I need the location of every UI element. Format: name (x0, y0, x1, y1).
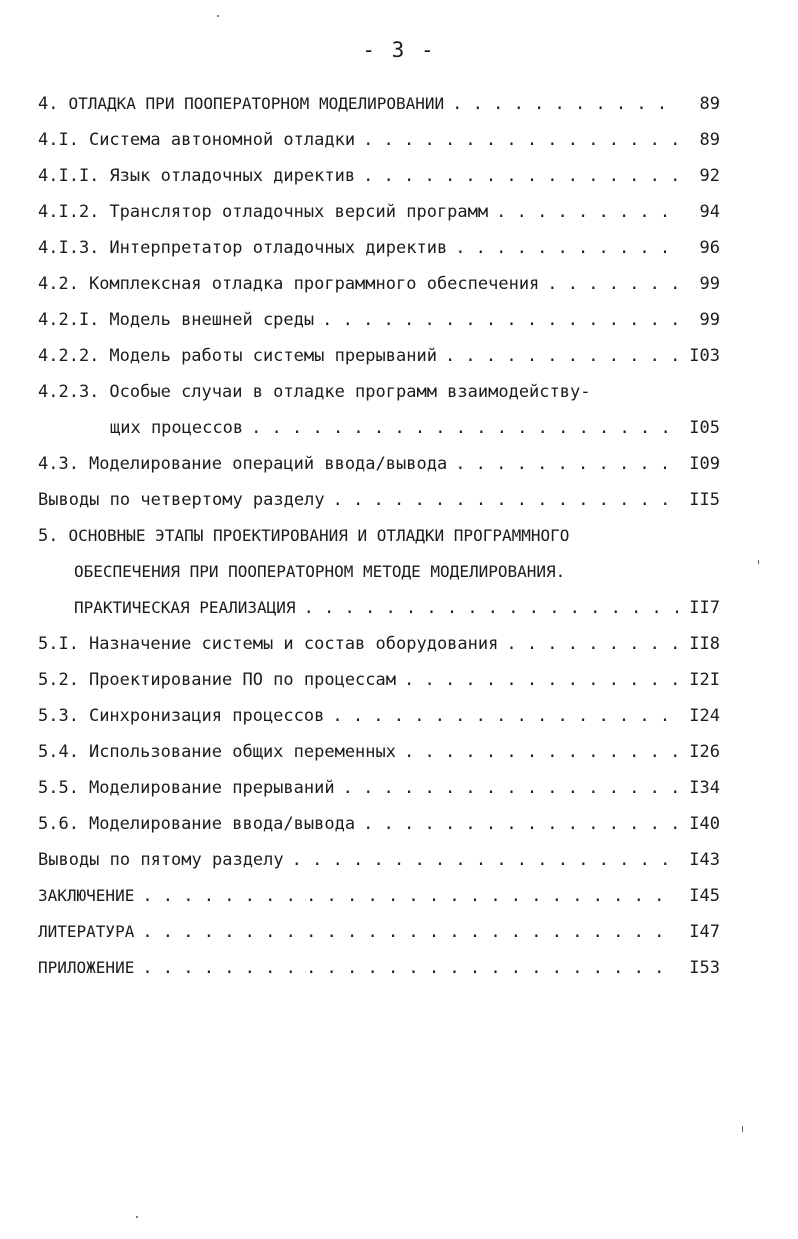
toc-entry (38, 230, 720, 266)
toc-entry-page: 92 (699, 166, 720, 186)
toc-entry-page: I45 (689, 886, 720, 906)
toc-entry-title: Проектирование ПО по процессам (88, 670, 396, 690)
toc-entry-page: II8 (689, 634, 720, 654)
toc-entry (38, 590, 720, 626)
toc-entry-page: I47 (689, 922, 720, 942)
toc-entry (38, 446, 720, 482)
dot-leader (404, 662, 678, 698)
dot-leader (332, 698, 678, 734)
toc-entry-title: Транслятор отладочных версий программ (109, 202, 489, 222)
toc-entry-page: 94 (699, 202, 720, 222)
toc-entry (38, 158, 720, 194)
toc-entry-page: 89 (699, 130, 720, 150)
toc-entry (38, 374, 720, 410)
toc-entry-title: Модель внешней среды (109, 310, 315, 330)
toc-entry-number: 5.I. (38, 634, 79, 654)
toc-entry (38, 806, 720, 842)
page-number: - 3 - (362, 38, 436, 62)
toc-entry-title: ЗАКЛЮЧЕНИЕ (38, 886, 135, 905)
toc-entry (38, 338, 720, 374)
toc-entry-title: ПРАКТИЧЕСКАЯ РЕАЛИЗАЦИЯ (74, 598, 296, 617)
toc-entry-page: I03 (689, 346, 720, 366)
toc-entry-page: II5 (689, 490, 720, 510)
toc-entry-number: 4. (38, 94, 59, 114)
dot-leader (363, 158, 678, 194)
toc-entry-number: 5.4. (38, 742, 79, 762)
toc-entry (38, 950, 720, 986)
toc-entry (38, 302, 720, 338)
toc-entry-title: Выводы по пятому разделу (38, 850, 284, 870)
toc-entry-title: ОБЕСПЕЧЕНИЯ ПРИ ПООПЕРАТОРНОМ МЕТОДЕ МОДЕЛИРОВАНИЯ. (74, 562, 566, 581)
toc-entry-title: Модель работы системы прерываний (109, 346, 437, 366)
toc-entry-title: Интерпретатор отладочных директив (109, 238, 448, 258)
scan-speck (742, 1126, 743, 1132)
toc-entry-title: Моделирование ввода/вывода (88, 814, 356, 834)
toc-entry-number: 4.I.I. (38, 166, 100, 186)
toc-entry-number: 4.3. (38, 454, 79, 474)
toc-entry-number: 4.I.2. (38, 202, 100, 222)
dot-leader (363, 806, 678, 842)
toc-entry (38, 86, 720, 122)
toc-entry-number: 4.2. (38, 274, 79, 294)
toc-entry-title: Моделирование операций ввода/вывода (88, 454, 448, 474)
toc-entry (38, 266, 720, 302)
toc-entry-title: ПРИЛОЖЕНИЕ (38, 958, 135, 977)
toc-entry (38, 878, 720, 914)
toc-entry-page: I53 (689, 958, 720, 978)
toc-entry-title: Моделирование прерываний (88, 778, 335, 798)
toc-entry (38, 626, 720, 662)
toc-entry-page: I40 (689, 814, 720, 834)
toc-entry-title: Язык отладочных директив (109, 166, 356, 186)
toc-entry (38, 698, 720, 734)
toc-entry-title: Назначение системы и состав оборудования (88, 634, 499, 654)
toc-entry-number: 5.3. (38, 706, 79, 726)
scan-speck (136, 1216, 138, 1218)
toc-entry-title: Использование общих переменных (88, 742, 396, 762)
toc-entry-page: I26 (689, 742, 720, 762)
dot-leader (142, 914, 678, 950)
toc-entry-page: 99 (699, 274, 720, 294)
toc-entry-page: I43 (689, 850, 720, 870)
toc-entry-page: 89 (699, 94, 720, 114)
toc-entry-title: ЛИТЕРАТУРА (38, 922, 135, 941)
table-of-contents (38, 86, 720, 986)
toc-entry-page: I05 (689, 418, 720, 438)
toc-entry-page: I2I (689, 670, 720, 690)
toc-entry-page: 96 (699, 238, 720, 258)
toc-entry-number: 4.2.3. (38, 382, 100, 402)
toc-entry-number: 5.2. (38, 670, 79, 690)
toc-entry-number: 5.6. (38, 814, 79, 834)
toc-entry (38, 518, 720, 554)
toc-entry (38, 482, 720, 518)
dot-leader (142, 950, 678, 986)
toc-entry (38, 770, 720, 806)
toc-entry (38, 842, 720, 878)
toc-entry-number: 4.I.3. (38, 238, 100, 258)
dot-leader (142, 878, 678, 914)
dot-leader (322, 302, 678, 338)
toc-entry (38, 410, 720, 446)
dot-leader (455, 230, 678, 266)
dot-leader (455, 446, 678, 482)
dot-leader (363, 122, 678, 158)
toc-entry-title: Синхронизация процессов (88, 706, 325, 726)
toc-entry-number: 4.2.2. (38, 346, 100, 366)
toc-entry-title: ОСНОВНЫЕ ЭТАПЫ ПРОЕКТИРОВАНИЯ И ОТЛАДКИ ПРОГРАММНОГО (68, 526, 570, 545)
toc-entry-number: 5.5. (38, 778, 79, 798)
dot-leader (445, 338, 678, 374)
dot-leader (404, 734, 678, 770)
toc-entry-number: 5. (38, 526, 59, 546)
toc-entry (38, 554, 720, 590)
scan-speck (217, 15, 219, 17)
dot-leader (304, 590, 678, 626)
toc-entry-page: I09 (689, 454, 720, 474)
toc-entry-title: ОТЛАДКА ПРИ ПООПЕРАТОРНОМ МОДЕЛИРОВАНИИ (68, 94, 445, 113)
toc-entry-number: 4.2.I. (38, 310, 100, 330)
dot-leader (251, 410, 678, 446)
toc-entry (38, 734, 720, 770)
toc-entry-title: Система автономной отладки (88, 130, 356, 150)
toc-entry (38, 122, 720, 158)
dot-leader (506, 626, 678, 662)
toc-entry-title: Особые случаи в отладке программ взаимодейству- (109, 382, 591, 402)
toc-entry-page: I34 (689, 778, 720, 798)
toc-entry (38, 662, 720, 698)
dot-leader (547, 266, 678, 302)
toc-entry-page: II7 (689, 598, 720, 618)
dot-leader (292, 842, 678, 878)
dot-leader (496, 194, 678, 230)
dot-leader (343, 770, 678, 806)
toc-entry (38, 914, 720, 950)
scan-speck (758, 560, 759, 564)
toc-entry-number: 4.I. (38, 130, 79, 150)
toc-entry-title: Выводы по четвертому разделу (38, 490, 325, 510)
toc-entry-title: щих процессов (110, 418, 244, 438)
toc-entry (38, 194, 720, 230)
dot-leader (452, 86, 678, 122)
toc-entry-page: 99 (699, 310, 720, 330)
toc-entry-page: I24 (689, 706, 720, 726)
dot-leader (333, 482, 678, 518)
toc-entry-title: Комплексная отладка программного обеспечения (88, 274, 540, 294)
